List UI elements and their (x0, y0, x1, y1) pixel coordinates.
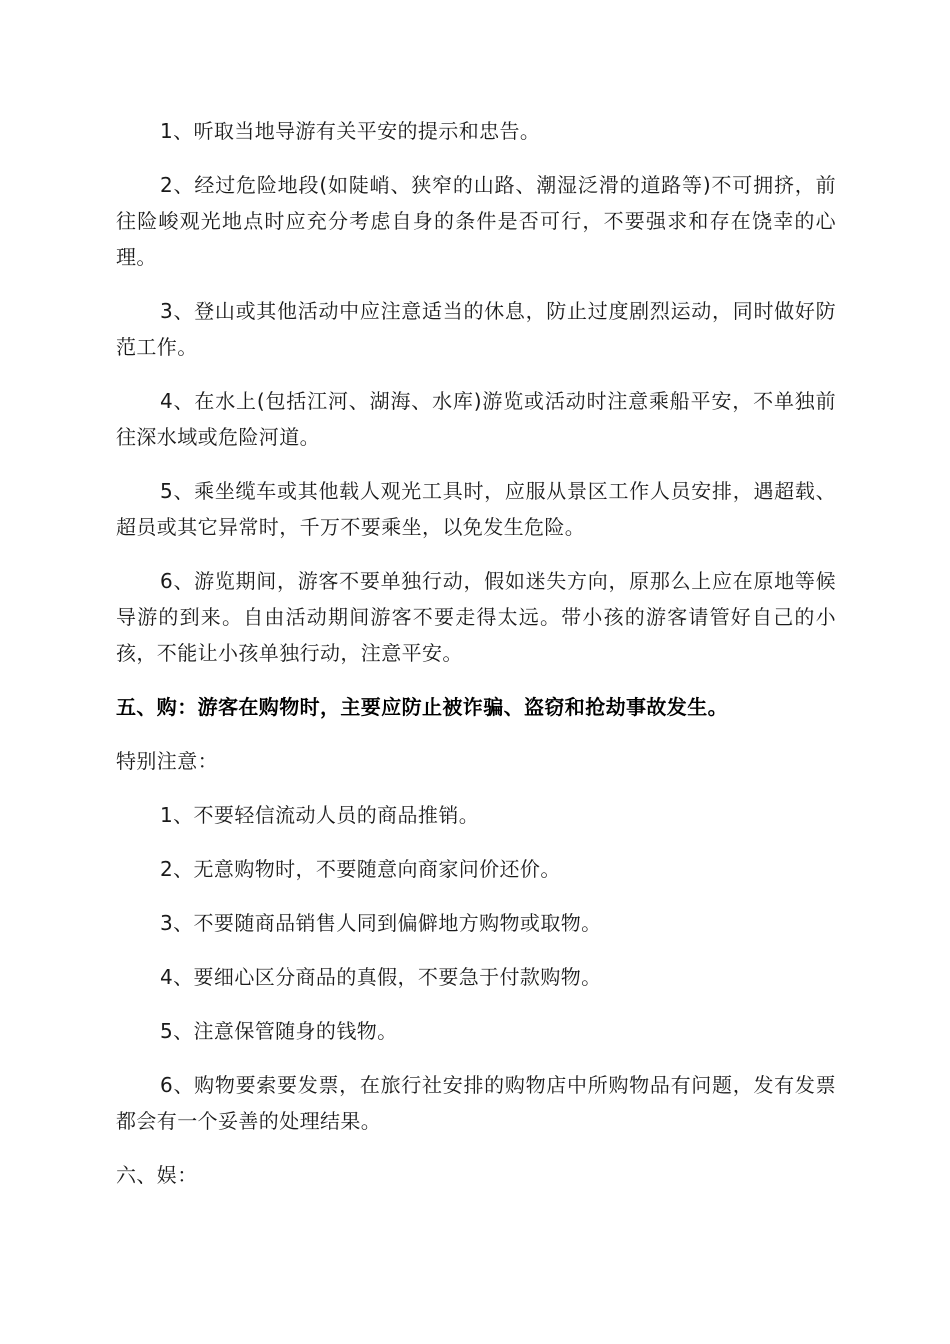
paragraph-shopping-tip-1: 1、不要轻信流动人员的商品推销。 (160, 803, 480, 827)
paragraph-shopping-tip-6: 6、购物要索要发票，在旅行社安排的购物店中所购物品有问题，发有发票都会有一个妥善的处理结果。 (116, 1073, 836, 1133)
document-body (116, 113, 836, 1211)
paragraph-shopping-tip-2: 2、无意购物时，不要随意向商家问价还价。 (160, 857, 561, 881)
paragraph-safety-tip-5: 5、乘坐缆车或其他载人观光工具时，应服从景区工作人员安排，遇超载、超员或其它异常时，千万不要乘坐，以免发生危险。 (116, 479, 836, 539)
section-heading-shopping: 五、购：游客在购物时，主要应防止被诈骗、盗窃和抢劫事故发生。 (116, 695, 728, 719)
paragraph-shopping-tip-3: 3、不要随商品销售人同到偏僻地方购物或取物。 (160, 911, 602, 935)
paragraph-special-note: 特别注意： (116, 749, 218, 773)
paragraph-shopping-tip-5: 5、注意保管随身的钱物。 (160, 1019, 398, 1043)
paragraph-safety-tip-3: 3、登山或其他活动中应注意适当的休息，防止过度剧烈运动，同时做好防范工作。 (116, 299, 836, 359)
paragraph-shopping-tip-4: 4、要细心区分商品的真假，不要急于付款购物。 (160, 965, 602, 989)
paragraph-safety-tip-4: 4、在水上(包括江河、湖海、水库)游览或活动时注意乘船平安，不单独前往深水域或危险河道。 (116, 389, 836, 449)
section-heading-entertainment: 六、娱： (116, 1163, 198, 1187)
paragraph-safety-tip-1: 1、听取当地导游有关平安的提示和忠告。 (160, 119, 541, 143)
paragraph-safety-tip-6: 6、游览期间，游客不要单独行动，假如迷失方向，原那么上应在原地等候导游的到来。自由活动期间游客不要走得太远。带小孩的游客请管好自己的小孩，不能让小孩单独行动，注意平安。 (116, 569, 836, 665)
paragraph-safety-tip-2: 2、经过危险地段(如陡峭、狭窄的山路、潮湿泛滑的道路等)不可拥挤，前往险峻观光地点时应充分考虑自身的条件是否可行，不要强求和存在饶幸的心理。 (116, 173, 836, 269)
